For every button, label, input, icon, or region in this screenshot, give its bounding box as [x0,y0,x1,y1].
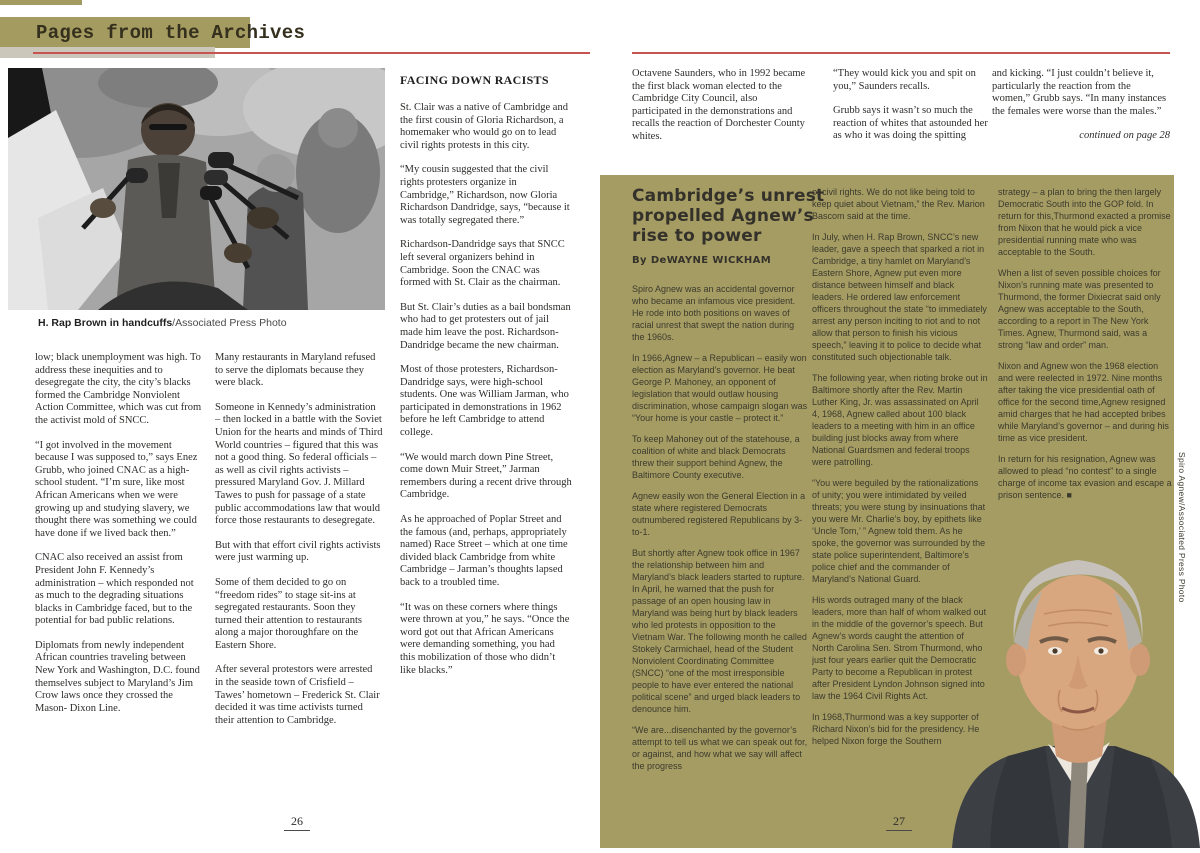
paragraph: Many restaurants in Maryland refused to serve the diplomats because they were black. [215,352,376,389]
paragraph: But St. Clair’s duties as a bail bondsman who had to get protesters out of jail made him leave the post. Richardson-Dandridge became the new chairman. [400,301,571,351]
paragraph: “I got involved in the movement because I was supposed to,” says Enez Grubb, who joined CNAC as a high-school student. “I’m sure, like most African Americans when we were growing up and studying slavery, we thought there was something we could have done if we lived back then.” [35,439,198,539]
photo-caption-credit: /Associated Press Photo [172,317,287,329]
paragraph: After several protestors were arrested in the seaside town of Crisfield – Tawes’ hometown – Frederick St. Clair decided it was time activists turned their attention to Cambridge. [215,664,380,726]
paragraph: Someone in Kennedy’s administration – then locked in a battle with the Soviet Union for the hearts and minds of Third World countries – figured that this was not a good thing. So federal officials – as well as civil rights activists – pressured Maryland Gov. J. Millard Tawes to push for passage of a state public accommodations law that would force those restaurants to desegregate. [215,401,383,527]
paragraph: In return for his resignation, Agnew was allowed to plead “no contest” to a single charge of income tax evasion and escape a prison sentence. ■ [998,454,1172,500]
continued-note: continued on page 28 [1079,130,1170,142]
paragraph: strategy – a plan to bring the then largely Democratic South into the GOP fold. In return for this,Thurmond exacted a promise from Nixon that he would pick a vice presidential running mate who was acceptable to the South. [998,187,1171,257]
left-page-column-3 [400,73,572,813]
paragraph: Richardson-Dandridge says that SNCC left several organizers behind in Cambridge. Soon the CNAC was formed with St. Clair as the chairman. [400,239,565,289]
paragraph: Nixon and Agnew won the 1968 election and were reelected in 1972. Nine months after taking the vice presidential oath of office for the second time,Agnew resigned amid charges that he had accepted bribes while Maryland’s governor – and during his time as vice president. [998,361,1169,443]
paragraph: To keep Mahoney out of the statehouse, a coalition of white and black Democrats threw their support behind Agnew, the Baltimore County executive. [632,434,800,480]
paragraph: In 1966,Agnew – a Republican – easily won election as Maryland’s governor. He beat George P. Mahoney, an opponent of legislation that would outlaw housing discrimination, whose campaign slogan was “Your home is your castle – protect it.” [632,353,808,423]
top-accent-strip [0,0,82,5]
paragraph: “We would march down Pine Street, come down Muir Street,” Jarman remembers during a recent drive through Cambridge. [400,451,572,501]
paragraph: St. Clair was a native of Cambridge and the first cousin of Gloria Richardson, a homemaker who would go on to lead civil rights protests in this city. [400,102,568,151]
paragraph: “It was on these corners where things were thrown at you,” he says. “Once the word got out that African Americans were demanding something, you had this mobilization of those who didn’t like blacks.” [400,601,570,676]
paragraph: But shortly after Agnew took office in 1967 the relationship between him and Maryland’s black leaders started to rupture. In April, he warned that the push for passage of an open housing law in Maryland was being hurt by black leaders who led protests in opposition to the Vietnam War. The following month he called Stokely Carmichael, head of the Student Nonviolent Coordinating Committee (SNCC) “one of the most irresponsible people to have ever entered the national political scene” and urged black leaders to denounce him. [632,548,807,714]
page-number-26: 26 [284,814,310,831]
header-rule-left [33,52,590,54]
photo-caption-subject: H. Rap Brown in handcuffs [38,317,173,329]
paragraph: Spiro Agnew was an accidental governor who became an infamous vice president. He rode into both positions on waves of racial unrest that swept the nation during the 1960s. [632,284,796,342]
paragraph: CNAC also received an assist from President John F. Kennedy’s administration – which responded not as much to the degrading situations blacks in Cambridge faced, but to the potential for bad public relations. [35,552,194,627]
photo-caption [38,317,378,329]
paragraph: “They would kick you and spit on you,” Saunders recalls. [833,68,976,92]
paragraph: and kicking. “I just couldn’t believe it, particularly the reaction from the women,” Grubb says. “In many instances the females were worse than the males.” [992,68,1167,117]
left-page-column-3-text [400,102,572,677]
paragraph: His words outraged many of the black leaders, more than half of whom walked out in the middle of the governor’s speech. But Agnew’s words caught the attention of North Carolina Sen. Strom Thurmond, who just four years earlier quit the Democratic Party to become a Republican in protest after President Lyndon Johnson signed into law the 1964 Civil Rights Act. [812,595,987,701]
paragraph: low; black unemployment was high. To address these inequities and to desegregate the city, the city’s blacks formed the Cambridge Nonviolent Action Committee, which was cut from the activist mold of SNCC. [35,352,202,426]
paragraph: As he approached of Poplar Street and the famous (and, perhaps, appropriately named) Race Street – which at one time divided black Cambridge from white Cambridge – Jarman’s thoughts lapsed back to a troubled time. [400,514,568,588]
paragraph: Diplomats from newly independent African countries traveling between New York and Washington, D.C. found themselves subject to Maryland’s Jim Crow laws once they crossed the Mason- Dixon Line. [35,639,200,714]
subsection-heading: FACING DOWN RACISTS [400,73,549,87]
agnew-photo-credit: Spiro Agnew/Associated Press Photo [1177,452,1187,603]
paragraph: But with that effort civil rights activists were just warming up. [215,539,381,564]
section-banner-title: Pages from the Archives [36,21,306,44]
agnew-portrait-illustration [950,530,1200,848]
sidebar-article-title: Cambridge’s unrest propelled Agnew’s rise to power [632,186,825,246]
right-page-column-3-text [992,68,1170,118]
paragraph: of civil rights. We do not like being told to keep quiet about Vietnam,” the Rev. Marion Bascom said at the time. [812,187,985,221]
paragraph: Agnew easily won the General Election in a state where registered Democrats outnumbered registered Republicans by 3-to-1. [632,491,806,537]
paragraph: Octavene Saunders, who in 1992 became the first black woman elected to the Cambridge City Council, also participated in the demonstrations and recalls the reaction of Dorchester County whites. [632,68,806,142]
section-banner [0,17,306,48]
paragraph: Some of them decided to go on “freedom rides” to stage sit-ins at segregated restaurants. Soon they turned their attention to restaurants along a major thoroughfare on the Eastern Shore. [215,576,362,651]
paragraph: Grubb says it wasn’t so much the reaction of whites that astounded her as who it was doing the spitting [833,105,988,142]
sidebar-article-byline: By DeWAYNE WICKHAM [632,255,772,266]
sidebar-column-1 [632,283,808,843]
paragraph: Most of those protesters, Richardson-Dandridge says, were high-school students. One was William Jarman, who participated in demonstrations in 1962 before he left Cambridge to attend college. [400,364,569,439]
archive-photo-illustration [8,68,385,310]
paragraph: “We are...disenchanted by the governor’s attempt to tell us what we can speak out for, or against, and how what we say will affect the progress [632,725,808,771]
paragraph: In July, when H. Rap Brown, SNCC’s new leader, gave a speech that sparked a riot in Cambridge, a tiny hamlet on Maryland’s Eastern Shore, Agnew put even more distance between himself and black leaders. He ordered law enforcement officers throughout the state “to immediately arrest any person inciting to riot and to not allow that person to finish his vicious speech,” leaving it to police to decide what constituted such objectionable talk. [812,232,987,362]
paragraph: “My cousin suggested that the civil rights protesters organize in Cambridge,” Richardson, now Gloria Richardson Dandridge, says, “because it was totally segregated there.” [400,164,570,226]
right-page-column-2 [833,68,989,173]
sidebar-column-3 [998,186,1174,586]
paragraph: “You were beguiled by the rationalizations of unity; you were intimidated by veiled threats; you were stung by insinuations that you were Mr. Charlie’s boy, by epithets like ‘Uncle Tom,’ ” Agnew told them. As he spoke, the governor was surrounded by the state police superintendent, Baltimore’s police chief and the commander of Maryland’s National Guard. [812,478,986,584]
archive-photo [8,68,385,310]
agnew-portrait-photo [950,530,1200,848]
header-rule-right [632,52,1170,54]
right-page-column-1 [632,68,808,173]
page-number-27: 27 [886,814,912,831]
left-page-column-2 [215,352,383,810]
paragraph: In 1968,Thurmond was a key supporter of Richard Nixon’s bid for the presidency. He helped Nixon forge the Southern [812,712,980,746]
right-page-column-3 [992,68,1170,173]
left-page-column-1 [35,352,202,810]
paragraph: When a list of seven possible choices for Nixon’s running mate was presented to Thurmond, the former Dixiecrat said only Agnew was acceptable to the South, according to a report in The New York Times. Agnew, Thurmond said, was a strong “law and order” man. [998,268,1161,350]
paragraph: The following year, when rioting broke out in Baltimore shortly after the Rev. Martin Luther King, Jr. was assassinated on April 4, 1968, Agnew called about 100 black leaders to a meeting with him in an office building just blocks away from where National Guardsmen and federal troops were patrolling. [812,373,988,467]
